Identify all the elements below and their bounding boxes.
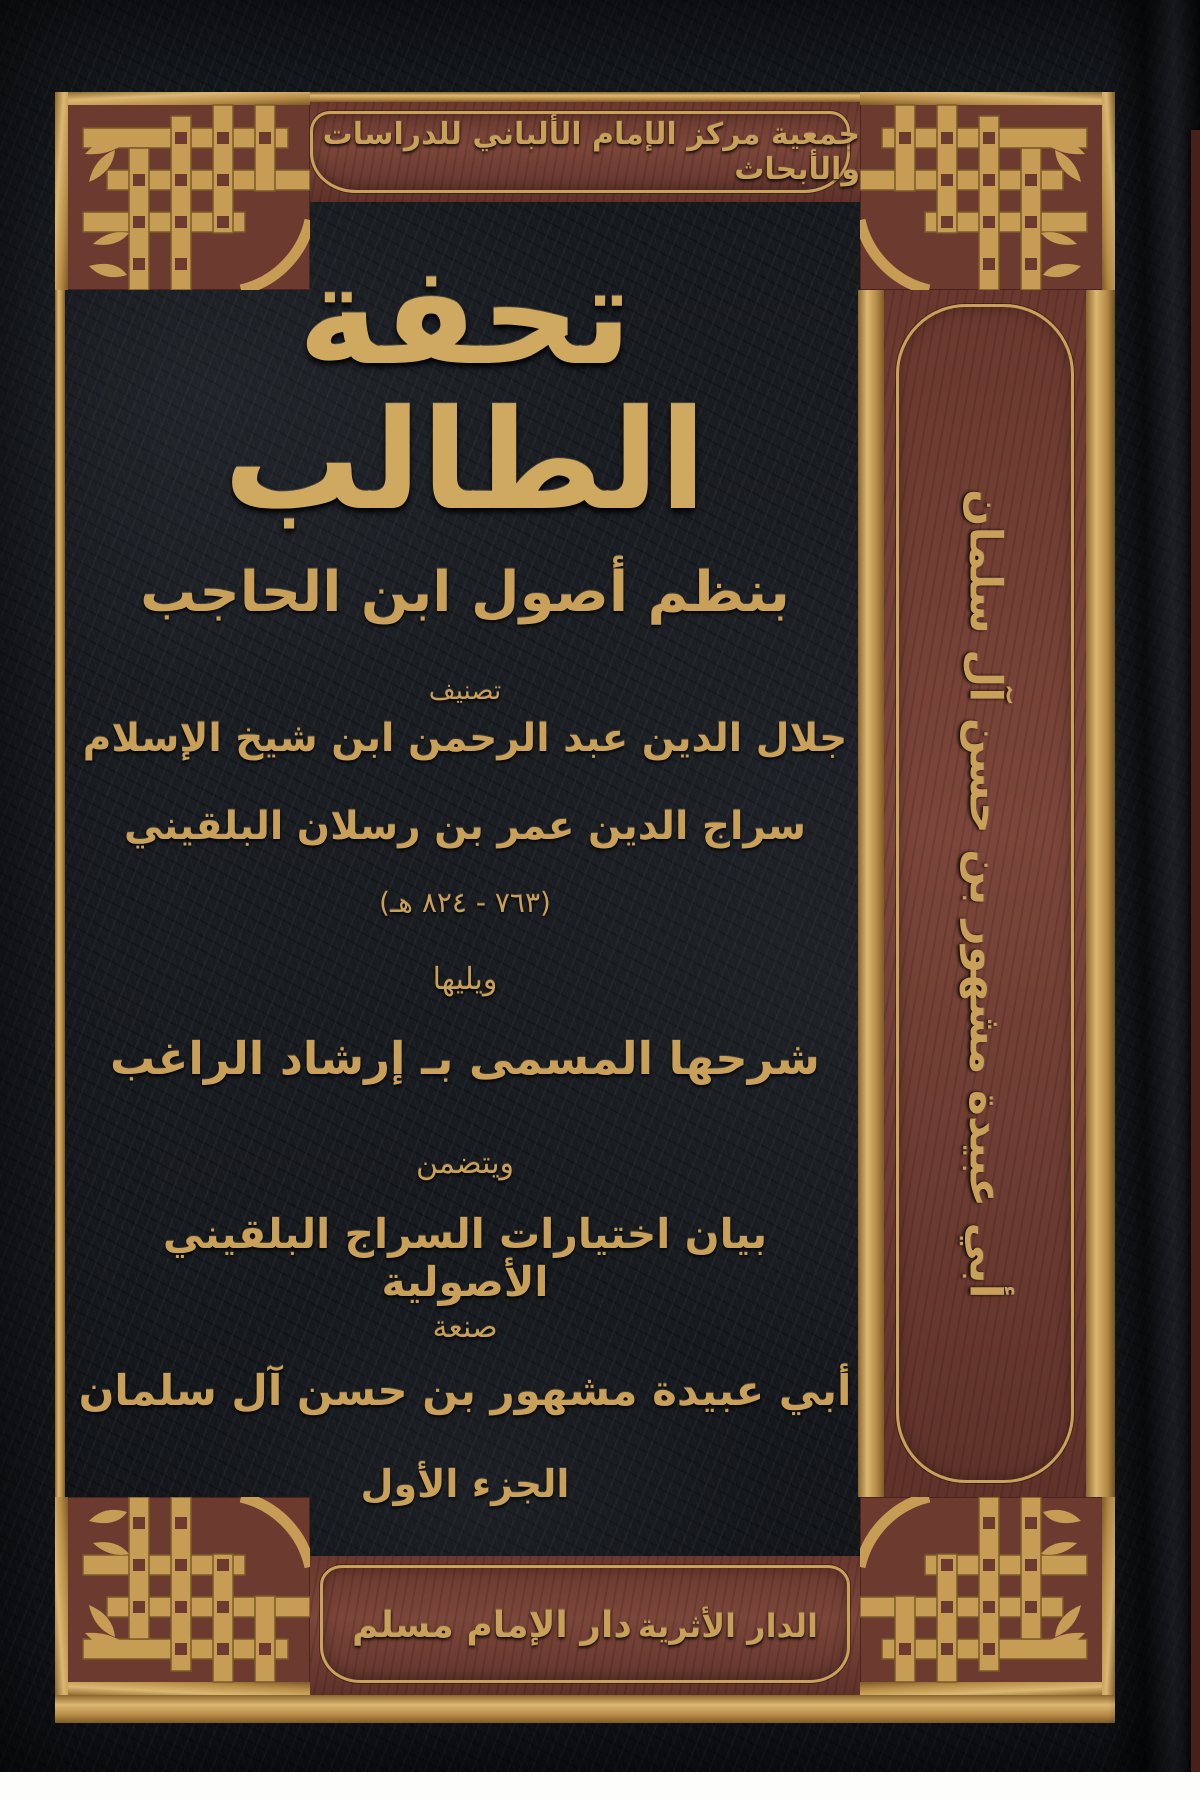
includes-label: ويتضمن [415, 1146, 515, 1181]
frame-right-inner-line [858, 290, 884, 1497]
association-banner-text: جمعية مركز الإمام الألباني للدراسات والأبحاث [322, 117, 860, 187]
author-dates: (٧٦٣ - ٨٢٤ هـ) [379, 886, 551, 919]
page-edge-sliver [1191, 130, 1200, 1772]
corner-knot-ornament-bottom-left [55, 1497, 310, 1695]
frame-bottom-stripe [55, 1695, 1115, 1723]
cover-edge-crease [1108, 0, 1200, 1772]
publishers-banner [310, 1556, 860, 1695]
authored-by-label: تصنيف [428, 676, 502, 706]
spine-band [884, 290, 1086, 1497]
scan-background-strip [0, 1772, 1200, 1800]
frame-left-line [55, 92, 65, 1722]
includes-text: بيان اختيارات السراج البلقيني الأصولية [162, 1210, 768, 1306]
book-title: تحفة الطالب [223, 235, 707, 541]
followed-by-label: ويليها [432, 962, 498, 997]
publisher-dar-al-imam-muslim: دار الإمام مسلم [352, 1605, 632, 1646]
editor-name: أبي عبيدة مشهور بن حسن آل سلمان [78, 1366, 852, 1415]
prepared-by-label: صنعة [432, 1310, 498, 1345]
volume-label: الجزء الأول [360, 1462, 570, 1506]
corner-knot-ornament-top-right [860, 92, 1115, 290]
author-name-line2: سراج الدين عمر بن رسلان البلقيني [124, 804, 806, 849]
corner-knot-ornament-bottom-right [860, 1497, 1115, 1695]
publisher-row [310, 1556, 860, 1695]
publisher-al-dar-al-athariyya: الدار الأثرية [637, 1606, 818, 1645]
author-name-line1: جلال الدين عبد الرحمن ابن شيخ الإسلام [82, 716, 848, 761]
commentary-title: شرحها المسمى بـ إرشاد الراغب [110, 1032, 820, 1085]
association-banner [300, 102, 860, 202]
book-subtitle: بنظم أصول ابن الحاجب [140, 560, 790, 625]
spine-calligraphy-text: أبي عبيدة مشهور بن حسن آل سلمان [959, 488, 1011, 1299]
